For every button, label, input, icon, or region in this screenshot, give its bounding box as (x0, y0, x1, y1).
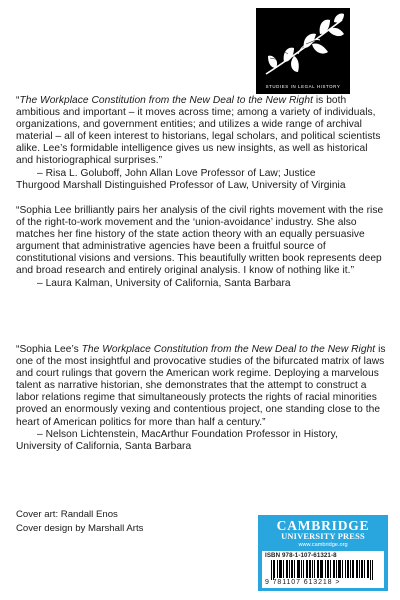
barcode-digits: 9 781107 613218 > (265, 579, 341, 586)
blurb-attribution: – Nelson Lichtenstein, MacArthur Foundation Professor in History, (37, 428, 338, 440)
blurb-kalman (16, 205, 386, 290)
blurb-lichtenstein (16, 344, 386, 453)
book-title: The Workplace Constitution from the New Deal to the New Right (19, 95, 313, 106)
blurb-attribution-cont: University of California, Santa Barbara (16, 440, 192, 452)
blurb-attribution-cont: Thurgood Marshall Distinguished Professor of Law, University of Virginia (16, 179, 346, 191)
publisher-name: CAMBRIDGE (276, 518, 370, 533)
publisher-box (258, 515, 388, 591)
barcode-area (262, 551, 384, 588)
blurb-quote: “Sophia Lee’s The Workplace Constitution from the New Deal to the New Right is one of the most insightful and provocative studies of the bifurcated matrix of laws and court rulings that govern the American work regime. Deploying a marvelous talent as narrative historian, she demonstrates that the attempt to construct a labor relations regime that simultaneously protects the rights of racial minorities proved an enormously vexing and contentious project, one standing close to the heart of American politics for more than half a century.” (16, 344, 386, 428)
isbn: ISBN 978-1-107-61321-8 (265, 552, 337, 559)
blurb-goluboff (16, 95, 386, 192)
barcode-icon (271, 560, 375, 580)
publisher-url: www.cambridge.org (298, 542, 348, 548)
series-logo (256, 8, 350, 94)
blurb-attribution: – Laura Kalman, University of California, Santa Barbara (37, 277, 291, 289)
blurb-attribution: – Risa L. Goluboff, John Allan Love Professor of Law; Justice (37, 167, 316, 179)
cover-credits (16, 508, 143, 536)
leaf-branch-icon (258, 10, 348, 82)
publisher-press: UNIVERSITY PRESS (281, 532, 365, 541)
blurb-quote: “Sophia Lee brilliantly pairs her analysis of the civil rights movement with the rise of the right-to-work movement and the ‘union-avoidance’ industry. She also matches her fine history of the state action theory with an equally persuasive argument that administrative agencies have been a fruitful source of constitutional visions and versions. This beautifully written book represents deep and broad research and entirely original analysis. I know of nothing like it.” (16, 205, 384, 277)
blurb-quote: “The Workplace Constitution from the New Deal to the New Right is both ambitious and important – it moves across time; among a variety of individuals, organizations, and government entities; and utilizes a wide range of archival material – all of keen interest to historians, legal scholars, and political scientists alike. Lee’s formidable intelligence gives us new insights, as well as historical and historiographical surprises.” (16, 95, 381, 167)
book-title: The Workplace Constitution from the New Deal to the New Right (81, 344, 376, 355)
cover-art-credit: Cover art: Randall Enos (16, 509, 118, 520)
series-label: STUDIES IN LEGAL HISTORY (265, 84, 341, 89)
cover-design-credit: Cover design by Marshall Arts (16, 523, 144, 534)
